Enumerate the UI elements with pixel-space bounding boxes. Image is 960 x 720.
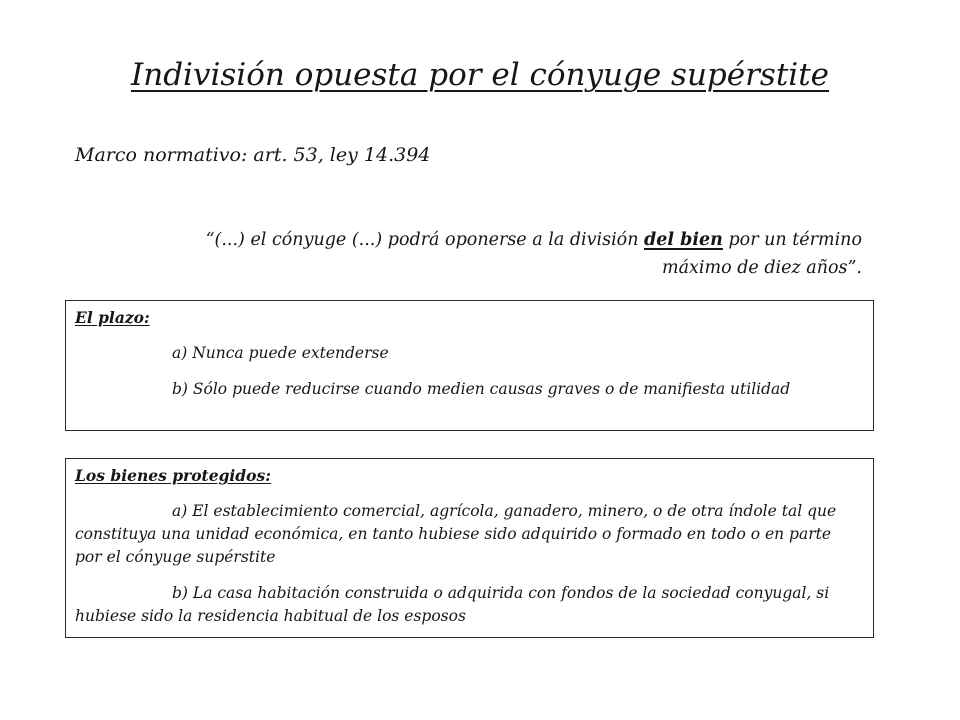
legal-framework-subtitle: Marco normativo: art. 53, ley 14.394 [75, 144, 431, 166]
term-box [65, 300, 874, 431]
protected-asset-item: a) El establecimiento comercial, agrícola, ganadero, minero, o de otra índole tal que constituya una unidad económica, en tanto hubiese sido adquirido o formado en todo o en parte por el cónyuge supérstite [75, 502, 837, 566]
slide-title: Indivisión opuesta por el cónyuge supérstite [131, 57, 829, 93]
term-item: b) Sólo puede reducirse cuando medien causas graves o de manifiesta utilidad [172, 380, 791, 398]
term-heading: El plazo: [75, 308, 150, 327]
quote-text-start: “(...) el cónyuge (...) podrá oponerse a la división [205, 230, 645, 250]
protected-assets-heading: Los bienes protegidos: [75, 466, 271, 485]
term-item: a) Nunca puede extenderse [172, 344, 389, 362]
quote-text-end: máximo de diez años”. [662, 258, 862, 278]
quote-text-middle: por un término [722, 230, 862, 250]
law-quote [90, 226, 862, 282]
quote-emphasis: del bien [644, 230, 723, 250]
protected-asset-item: b) La casa habitación construida o adquirida con fondos de la sociedad conyugal, si hubiese sido la residencia habitual de los esposos [75, 584, 830, 625]
protected-assets-box [65, 458, 874, 638]
